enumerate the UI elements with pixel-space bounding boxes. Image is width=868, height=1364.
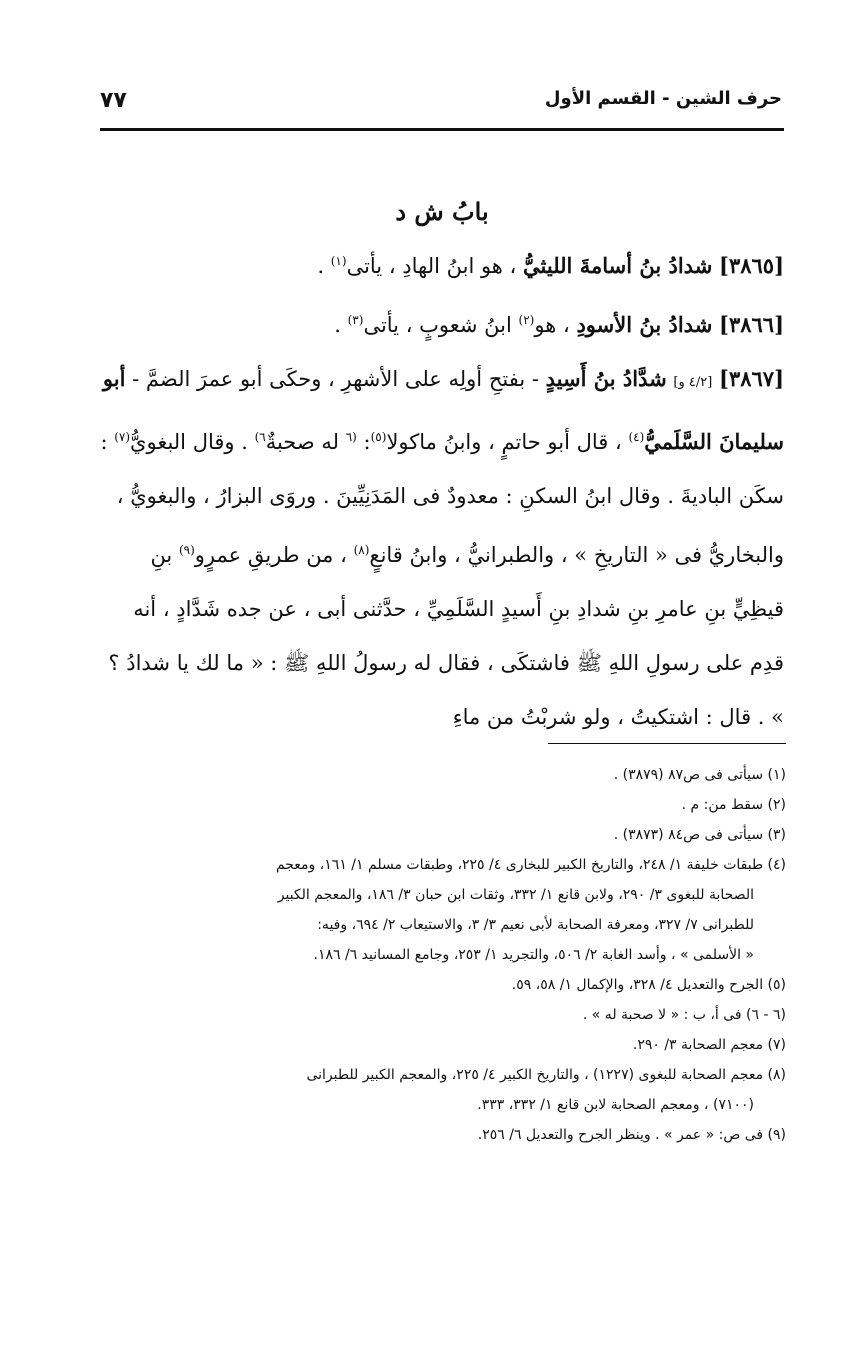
running-title: حرف الشين - القسم الأول (544, 88, 782, 109)
footnote-1 (100, 760, 786, 790)
footnote-line: (٣) سيأتى فى ص٨٤ (٣٨٧٣) . (613, 827, 786, 843)
entry-text: بنِ قيظِيٍّ بنِ عامرِ بنِ شدادِ بنِ أَسيدٍ السَّلَمِيِّ ، حدَّثنى أبى ، عن جده شَدَّادٍ ، أنه قدِم على رسولِ اللهِ ﷺ فاشتكَى ، فقال له رسولُ اللهِ ﷺ : « ما لك يا شدادُ ؟ » . قال : اشتكيتُ ، ولو شربْتُ من ماءِ (108, 543, 784, 729)
footnote-line: (١) سيأتى فى ص٨٧ (٣٨٧٩) . (613, 767, 786, 783)
footnote-marker: (٦ (345, 430, 357, 444)
entry-name: شدادُ بنُ الأسودِ (576, 312, 713, 337)
footnote-7 (100, 1030, 786, 1060)
entry-text: ، قال أبو حاتمٍ ، وابنُ ماكولا (386, 430, 622, 454)
footnote-3 (100, 820, 786, 850)
footnote-line: (٨) معجم الصحابة للبغوى (١٢٢٧) ، والتاريخ الكبير ٤/ ٢٢٥، والمعجم الكبير للطبرانى (306, 1067, 786, 1083)
header-rule (100, 128, 784, 131)
entry-number: [٣٨٦٦] (719, 312, 784, 337)
footnote-4 (100, 850, 786, 970)
footnote-marker: (٧) (114, 430, 131, 444)
footnote-line: (٦ - ٦) فى أ، ب : « لا صحبة له » . (582, 1007, 786, 1023)
manuscript-ref: [٤/٢ و] (673, 375, 713, 390)
entry-text: ، هو (534, 313, 570, 337)
entry-name: شدادُ بنُ أسامةَ الليثيُّ (523, 253, 713, 278)
entry-text: : (356, 430, 371, 454)
entry-name: شدَّادُ بنُ أَسِيدٍ (545, 366, 667, 391)
page-header (100, 82, 782, 126)
footnote-marker: (٨) (353, 543, 370, 557)
footnote-marker: (٤) (628, 430, 645, 444)
entry-text: ابنُ شعوبٍ ، يأتى (363, 313, 519, 337)
entry-text: : سكَن الباديةَ . وقال ابنُ السكنِ : معدودٌ فى المَدَنِيِّينَ . وروَى البزارُ ، والبغويُّ ، والبخاريُّ فى « التاريخِ » ، والطبرانيُّ ، وابنُ قانعٍ (100, 430, 784, 567)
entry-text: . وقال البغويُّ (130, 430, 255, 454)
footnote-line: (٧) معجم الصحابة ٣/ ٢٩٠. (632, 1037, 786, 1053)
footnotes (100, 760, 786, 1150)
footnote-marker: (٢) (518, 313, 535, 327)
footnote-separator (548, 743, 786, 744)
entry-number: [٣٨٦٥] (719, 253, 784, 278)
footnote-marker: ٦) (254, 430, 266, 444)
entry-kunya: أبو سليمانَ السَّلَميُّ (102, 366, 784, 454)
entry-number: [٣٨٦٧] (719, 366, 784, 391)
page-number: ٧٧ (100, 88, 127, 113)
footnote-2 (100, 790, 786, 820)
footnote-9 (100, 1120, 786, 1150)
footnote-line: الصحابة للبغوى ٣/ ٢٩٠، ولابن قانع ١/ ٣٣٢، وثقات ابن حبان ٣/ ١٨٦، والمعجم الكبير (277, 887, 754, 903)
entry-text: - بفتحِ أولِه على الأشهرِ ، وحكَى أبو عمرَ الضمَّ - (132, 367, 539, 391)
entry-3867 (100, 352, 784, 744)
footnote-line: للطبرانى ٧/ ٣٢٧، ومعرفة الصحابة لأبى نعيم ٣/ ٣، والاستيعاب ٢/ ٦٩٤، وفيه: (317, 917, 754, 933)
footnote-line: (٤) طبقات خليفة ١/ ٢٤٨، والتاريخ الكبير للبخارى ٤/ ٢٢٥، وطبقات مسلم ١/ ١٦١، ومعجم (275, 857, 786, 873)
footnote-line: « الأسلمى » ، وأسد الغابة ٢/ ٥٠٦، والتجريد ١/ ٢٥٣، وجامع المسانيد ٦/ ١٨٦. (313, 947, 754, 963)
entry-text: له صحبةٌ (265, 430, 346, 454)
footnote-line: (٩) فى ص: « عمر » . وينظر الجرح والتعديل ٦/ ٢٥٦. (477, 1127, 786, 1143)
footnote-marker: (٥) (370, 430, 387, 444)
section-title: بابُ ش د (395, 197, 489, 226)
entry-text: ، هو ابنُ الهادِ ، يأتى (346, 254, 517, 278)
entry-text: ، من طريقِ عمرٍو (194, 543, 354, 567)
footnote-line: (٧١٠٠) ، ومعجم الصحابة لابن قانع ١/ ٣٣٢، ٣٣٣. (477, 1097, 754, 1113)
footnote-marker: (٣) (347, 313, 364, 327)
footnote-marker: (١) (330, 254, 347, 268)
footnote-5 (100, 970, 786, 1000)
entry-3866 (100, 293, 784, 352)
entry-text: . (334, 313, 348, 337)
entry-3865 (100, 234, 784, 293)
entry-text: . (317, 254, 331, 278)
footnote-line: (٢) سقط من: م . (681, 797, 786, 813)
footnote-marker: (٩) (178, 543, 195, 557)
main-text (100, 190, 784, 744)
footnote-line: (٥) الجرح والتعديل ٤/ ٣٢٨، والإكمال ١/ ٥٨، ٥٩. (511, 977, 786, 993)
footnote-8 (100, 1060, 786, 1120)
footnote-6 (100, 1000, 786, 1030)
